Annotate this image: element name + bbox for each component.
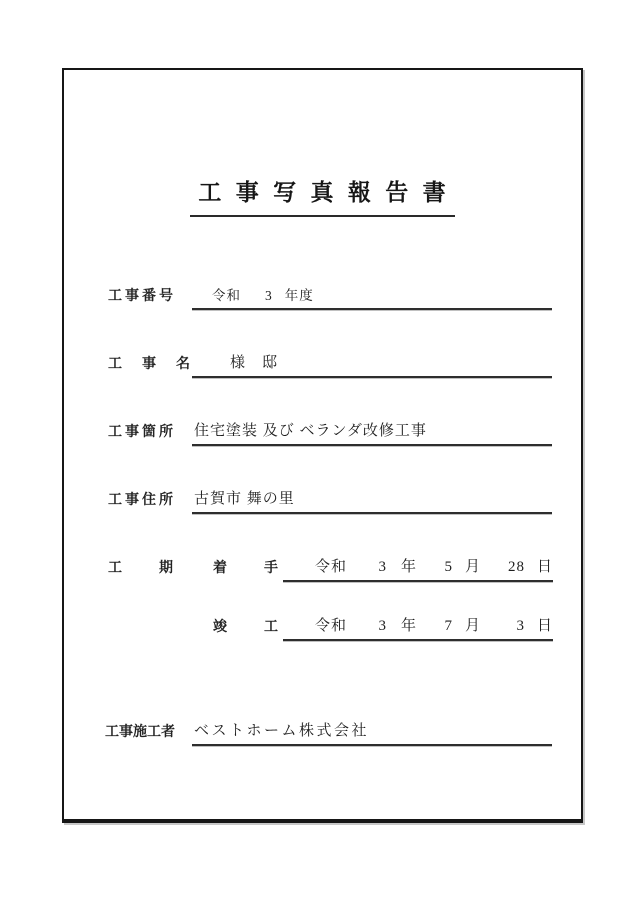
end-year-unit: 年 — [401, 618, 418, 634]
end-month: 7 — [444, 618, 453, 634]
address-underline — [192, 488, 552, 514]
start-month: 5 — [444, 559, 453, 575]
start-month-unit: 月 — [465, 559, 482, 575]
field-row-address — [0, 488, 640, 514]
field-row-contractor — [0, 720, 640, 746]
end-day: 3 — [516, 618, 525, 634]
start-day-unit: 日 — [536, 559, 553, 575]
number-era: 令和 — [212, 288, 241, 303]
period-start-date — [283, 555, 553, 576]
location-label: 工事箇所 — [108, 423, 176, 439]
contractor-label: 工事施工者 — [105, 723, 175, 739]
name-label: 工 事 名 — [108, 355, 193, 371]
number-underline — [192, 284, 552, 310]
period-end-date — [283, 614, 553, 635]
start-era: 令和 — [315, 559, 348, 575]
start-day: 28 — [507, 559, 525, 575]
end-month-unit: 月 — [465, 618, 482, 634]
contractor-value: ベストホーム株式会社 — [194, 723, 370, 739]
period-label: 工 期 — [108, 559, 176, 575]
location-value: 住宅塗装 及び ベランダ改修工事 — [194, 423, 427, 439]
number-label: 工事番号 — [108, 287, 176, 303]
contractor-underline — [192, 720, 552, 746]
address-label: 工事住所 — [108, 491, 176, 507]
number-suffix: 年度 — [284, 288, 314, 303]
period-end-label: 竣 工 — [213, 618, 281, 634]
period-start-label: 着 手 — [213, 559, 281, 575]
name-underline — [192, 352, 552, 378]
location-underline — [192, 420, 552, 446]
name-value: 様 邸 — [230, 355, 279, 371]
end-year: 3 — [378, 618, 387, 634]
number-value — [192, 284, 552, 304]
start-year-unit: 年 — [401, 559, 418, 575]
page-title — [62, 174, 583, 217]
field-row-number — [0, 284, 640, 310]
start-year: 3 — [378, 559, 387, 575]
field-row-period-start — [0, 556, 640, 582]
period-start-underline — [283, 556, 553, 582]
end-era: 令和 — [315, 618, 348, 634]
field-row-period-end — [0, 615, 640, 641]
end-day-unit: 日 — [536, 618, 553, 634]
address-value: 古賀市 舞の里 — [194, 491, 295, 507]
number-year: 3 — [265, 288, 273, 303]
period-end-underline — [283, 615, 553, 641]
field-row-location — [0, 420, 640, 446]
page-title-text: 工 事 写 真 報 告 書 — [190, 174, 454, 217]
field-row-name — [0, 352, 640, 378]
